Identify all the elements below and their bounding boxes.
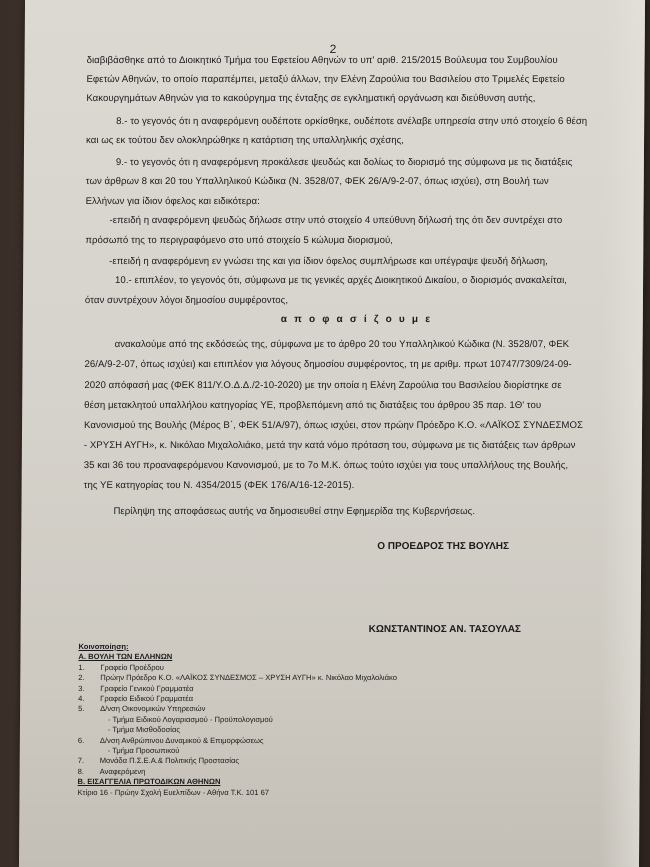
cc-item: 5. Δ/νση Οικονομικών Υπηρεσιών: [78, 704, 206, 714]
body-line: 8.- το γεγονός ότι η αναφερόμενη ουδέποτε ορκίσθηκε, ουδέποτε ανέλαβε υπηρεσία στην υπό στοιχείο 6 θέση: [116, 116, 588, 127]
decision-heading: α π ο φ α σ ί ζ ο υ μ ε: [280, 314, 433, 325]
body-line: Κακουργημάτων Αθηνών για το κακούργημα της ένταξης σε εγκληματική οργάνωση και διεύθυνση αυτής,: [86, 93, 536, 104]
decision-line: - ΧΡΥΣΗ ΑΥΓΗ», κ. Νικόλαο Μιχαλολιάκο, μετά την κατά νόμο πρόταση του, σύμφωνα με τις διατάξεις των άρθρων: [83, 440, 576, 451]
body-line: Ελλήνων για ίδιον όφελος και ειδικότερα:: [85, 196, 260, 207]
body-line: όταν συντρέχουν λόγοι δημοσίου συμφέροντος,: [84, 295, 289, 306]
president-title: Ο ΠΡΟΕΔΡΟΣ ΤΗΣ ΒΟΥΛΗΣ: [377, 541, 510, 552]
body-line: διαβιβάσθηκε από το Διοικητικό Τμήμα του Εφετείου Αθηνών το υπ' αριθ. 215/2015 Βούλευμα του Συμβουλίου: [86, 55, 558, 66]
decision-line: της ΥΕ κατηγορίας του Ν. 4354/2015 (ΦΕΚ 176/Α/16-12-2015).: [83, 480, 355, 491]
cc-item: 4. Γραφείο Ειδικού Γραμματέα: [78, 694, 194, 704]
decision-line: Κανονισμού της Βουλής (Μέρος Β΄, ΦΕΚ 51/Α/97), όπως ισχύει, στον πρώην Πρόεδρο Κ.Ο. «ΛΑΪΚΟΣ ΣΥΝΔΕΣΜΟΣ: [84, 420, 584, 431]
cc-item: 7. Μονάδα Π.Σ.Ε.Α.& Πολιτικής Προστασίας: [77, 756, 240, 766]
body-line: και ως εκ τούτου δεν ολοκληρώθηκε η κατάρτιση της υπαλληλικής σχέσης,: [86, 135, 405, 146]
cc-subitem: - Τμήμα Ειδικού Λογαριασμού - Προϋπολογισμού: [107, 714, 273, 724]
cc-heading: Κοινοποίηση:: [78, 642, 129, 651]
distribution-list: [77, 642, 397, 798]
body-line: πρόσωπό της το περιγραφόμενο στο υπό στοιχείο 5 κώλυμα διορισμού,: [85, 235, 394, 246]
document-page: [19, 0, 645, 867]
cc-subitem: - Τμήμα Μισθοδοσίας: [107, 725, 181, 735]
cc-item: 2. Πρώην Πρόεδρο Κ.Ο. «ΛΑΪΚΟΣ ΣΥΝΔΕΣΜΟΣ – ΧΡΥΣΗ ΑΥΓΗ» κ. Νικόλαο Μιχαλολιάκο: [78, 673, 397, 683]
cc-item: 8. Αναφερόμενη: [77, 766, 146, 776]
cc-section-b: Β. ΕΙΣΑΓΓΕΛΙΑ ΠΡΩΤΟΔΙΚΩΝ ΑΘΗΝΩΝ: [77, 777, 221, 787]
cc-address: Κτίριο 16 - Πρώην Σχολή Ευελπίδων - Αθήνα Τ.Κ. 101 67: [77, 787, 270, 797]
decision-line: 2020 απόφασή μας (ΦΕΚ 811/Υ.Ο.Δ.Δ./2-10-2020) με την οποία η Ελένη Ζαρούλια του Βασιλείου διορίστηκε σε: [84, 380, 562, 391]
page-number: 2: [329, 42, 337, 56]
publication-note: Περίληψη της αποφάσεως αυτής να δημοσιευθεί στην Εφημερίδα της Κυβερνήσεως.: [113, 506, 476, 517]
decision-line: θέση μετακλητού υπαλλήλου κατηγορίας ΥΕ, προβλεπόμενη από τις διατάξεις του άρθρου 35 παρ. 1Θ' του: [84, 400, 542, 411]
body-line: -επειδή η αναφερόμενη εν γνώσει της και για ίδιον όφελος συμπλήρωσε και υπέγραψε ψευδή δήλωση,: [109, 256, 548, 267]
decision-line: ανακαλούμε από της εκδόσεώς της, σύμφωνα με το άρθρο 20 του Υπαλληλικού Κώδικα (Ν. 3528/07, ΦΕΚ: [114, 339, 570, 350]
cc-item: 6. Δ/νση Ανθρώπινου Δυναμικού & Επιμορφώσεως: [77, 735, 264, 745]
cc-section-a: Α. ΒΟΥΛΗ ΤΩΝ ΕΛΛΗΝΩΝ: [78, 652, 173, 662]
decision-line: 26/Α/9-2-07, όπως ισχύει) και επιπλέον για λόγους δημοσίου συμφέροντος, τη με αριθμ. πρωτ 10747/7309/24-09-: [84, 359, 572, 370]
cc-item: 1. Γραφείο Προέδρου: [78, 662, 164, 672]
body-line: -επειδή η αναφερόμενη ψευδώς δήλωσε στην υπό στοιχείο 4 υπεύθυνη δήλωσή της ότι δεν συντρέχει στο: [109, 215, 563, 226]
body-line: 10.- επιπλέον, το γεγονός ότι, σύμφωνα με τις γενικές αρχές Διοικητικού Δικαίου, ο διορισμός ανακαλείται,: [115, 275, 568, 286]
body-line: Εφετών Αθηνών, το οποίο παραπέμπει, μεταξύ άλλων, την Ελένη Ζαρούλια του Βασιλείου στο Τριμελές Εφετείο: [86, 74, 565, 85]
cc-item: 3. Γραφείο Γενικού Γραμματέα: [78, 683, 194, 693]
body-line: 9.- το γεγονός ότι η αναφερόμενη προκάλεσε ψευδώς και δολίως το διορισμό της σύμφωνα με τις διατάξεις: [115, 157, 573, 168]
cc-subitem: - Τμήμα Προσωπικού: [107, 746, 180, 756]
body-line: των άρθρων 8 και 20 του Υπαλληλικού Κώδικα (Ν. 3528/07, ΦΕΚ 26/Α/9-2-07, όπως ισχύει), στη Βουλή των: [85, 176, 549, 187]
signer-name: ΚΩΝΣΤΑΝΤΙΝΟΣ ΑΝ. ΤΑΣΟΥΛΑΣ: [368, 624, 521, 635]
decision-line: 35 και 36 του προαναφερόμενου Κανονισμού, με το 7ο Μ.Κ. όπως τούτο ισχύει για τους υπαλλήλους της Βουλής,: [83, 460, 569, 471]
